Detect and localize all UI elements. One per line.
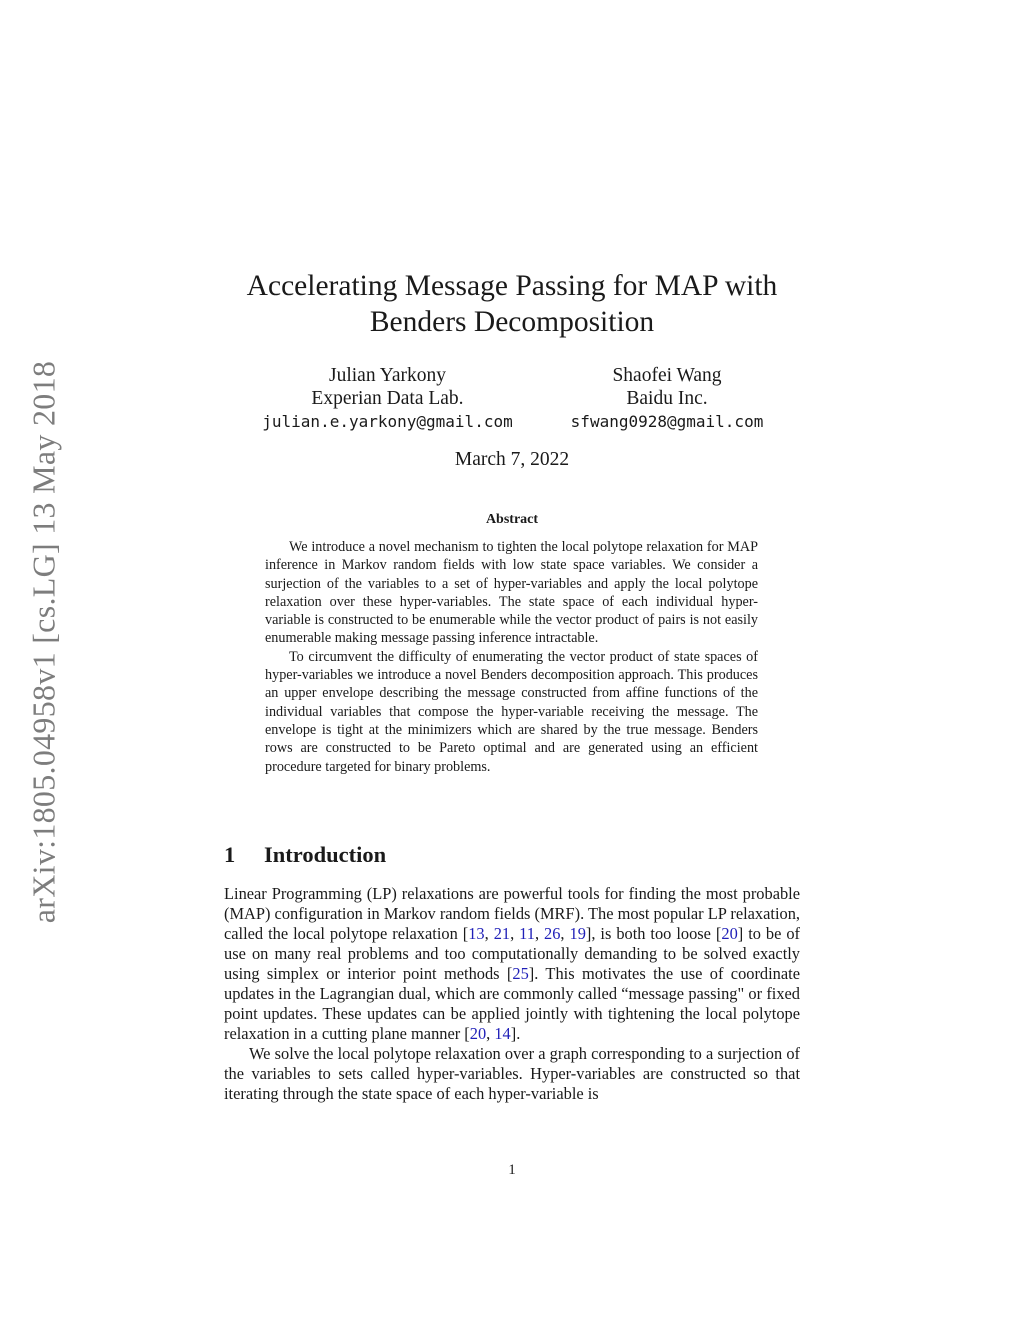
title-line-1: Accelerating Message Passing for MAP with bbox=[246, 270, 778, 302]
citation-link[interactable]: 11 bbox=[519, 924, 535, 943]
author-block-1 bbox=[240, 364, 535, 434]
author-affiliation: Baidu Inc. bbox=[626, 388, 708, 409]
abstract-paragraph-1: We introduce a novel mechanism to tighten the local polytope relaxation for MAP inference in Markov random fields with low state space variables. We consider a surjection of the variables to a set of hyper-variables and apply the local polytope relaxation over these hyper-variables. The state space of each individual hyper-variable is constructed to be enumerable while the vector product of pairs is not easily enumerable making message passing inference intractable. bbox=[265, 539, 758, 647]
abstract-body bbox=[265, 538, 758, 776]
page-number: 1 bbox=[508, 1162, 516, 1178]
citation-link[interactable]: 20 bbox=[721, 924, 738, 943]
text-run: ] to be of use on many real problems and too computationally demanding to be solved exactly using simplex or interior point methods [ bbox=[224, 924, 801, 983]
text-run: ], is both too loose [ bbox=[585, 924, 722, 943]
text-run: Linear Programming (LP) relaxations are powerful tools for finding the most probable (MAP) configuration in Markov random fields (MRF). The most popular LP relaxation, called the local polytope relaxation [ bbox=[224, 884, 800, 943]
paper-title bbox=[224, 268, 800, 340]
abstract-paragraph-2: To circumvent the difficulty of enumerating the vector product of state spaces of hyper-variables we introduce a novel Benders decomposition approach. This produces an upper envelope describing the message constructed from affine functions of the individual variables that compose the hyper-variable receiving the message. The envelope is tight at the minimizers which are shared by the true message. Benders rows are constructed to be Pareto optimal and are generated using an efficient procedure targeted for binary problems. bbox=[265, 648, 758, 775]
arxiv-identifier-text: arXiv:1805.04958v1 [cs.LG] 13 May 2018 bbox=[25, 360, 62, 924]
citation-link[interactable]: 19 bbox=[569, 924, 586, 943]
section-heading-introduction bbox=[224, 842, 386, 868]
introduction-body bbox=[224, 884, 800, 1104]
intro-paragraph-2: We solve the local polytope relaxation over a graph corresponding to a surjection of the variables to sets called hyper-variables. Hyper-variables are constructed so that iterating through the state space of each hyper-variable is bbox=[224, 1044, 800, 1103]
paper-date: March 7, 2022 bbox=[454, 449, 570, 470]
author-name: Shaofei Wang bbox=[612, 365, 722, 386]
citation-link[interactable]: 14 bbox=[494, 1024, 511, 1043]
citation-link[interactable]: 21 bbox=[493, 924, 511, 943]
section-number: 1 bbox=[224, 842, 236, 867]
text-run: ]. bbox=[510, 1024, 521, 1043]
author-block-2 bbox=[554, 364, 780, 434]
title-line-2: Benders Decomposition bbox=[369, 306, 655, 338]
citation-link[interactable]: 13 bbox=[468, 924, 485, 943]
citation-link[interactable]: 20 bbox=[469, 1024, 487, 1043]
author-name: Julian Yarkony bbox=[328, 365, 446, 386]
section-title: Introduction bbox=[264, 842, 387, 867]
citation-link[interactable]: 26 bbox=[544, 924, 561, 943]
author-affiliation: Experian Data Lab. bbox=[311, 388, 464, 409]
abstract-heading: Abstract bbox=[485, 512, 539, 527]
author-email: julian.e.yarkony@gmail.com bbox=[262, 412, 513, 431]
text-run: ]. This motivates the use of coordinate updates in the Lagrangian dual, which are commonly called “message passing" or fixed point updates. These updates can be applied jointly with tightening the local polytope relaxation in a cutting plane manner [ bbox=[224, 964, 800, 1043]
citation-link[interactable]: 25 bbox=[512, 964, 529, 983]
author-email: sfwang0928@gmail.com bbox=[570, 412, 764, 431]
intro-paragraph-1: Linear Programming (LP) relaxations are powerful tools for finding the most probable (MAP) configuration in Markov random fields (MRF). The most popular LP relaxation, called the local polytope relaxation [13, 21, 11, 26, 19], is both too loose [20] to be of use on many real problems and too computationally demanding to be solved exactly using simplex or interior point methods [25]. This motivates the use of coordinate updates in the Lagrangian dual, which are commonly called “message passing" or fixed point updates. These updates can be applied jointly with tightening the local polytope relaxation in a cutting plane manner [20, 14]. bbox=[224, 884, 801, 1043]
